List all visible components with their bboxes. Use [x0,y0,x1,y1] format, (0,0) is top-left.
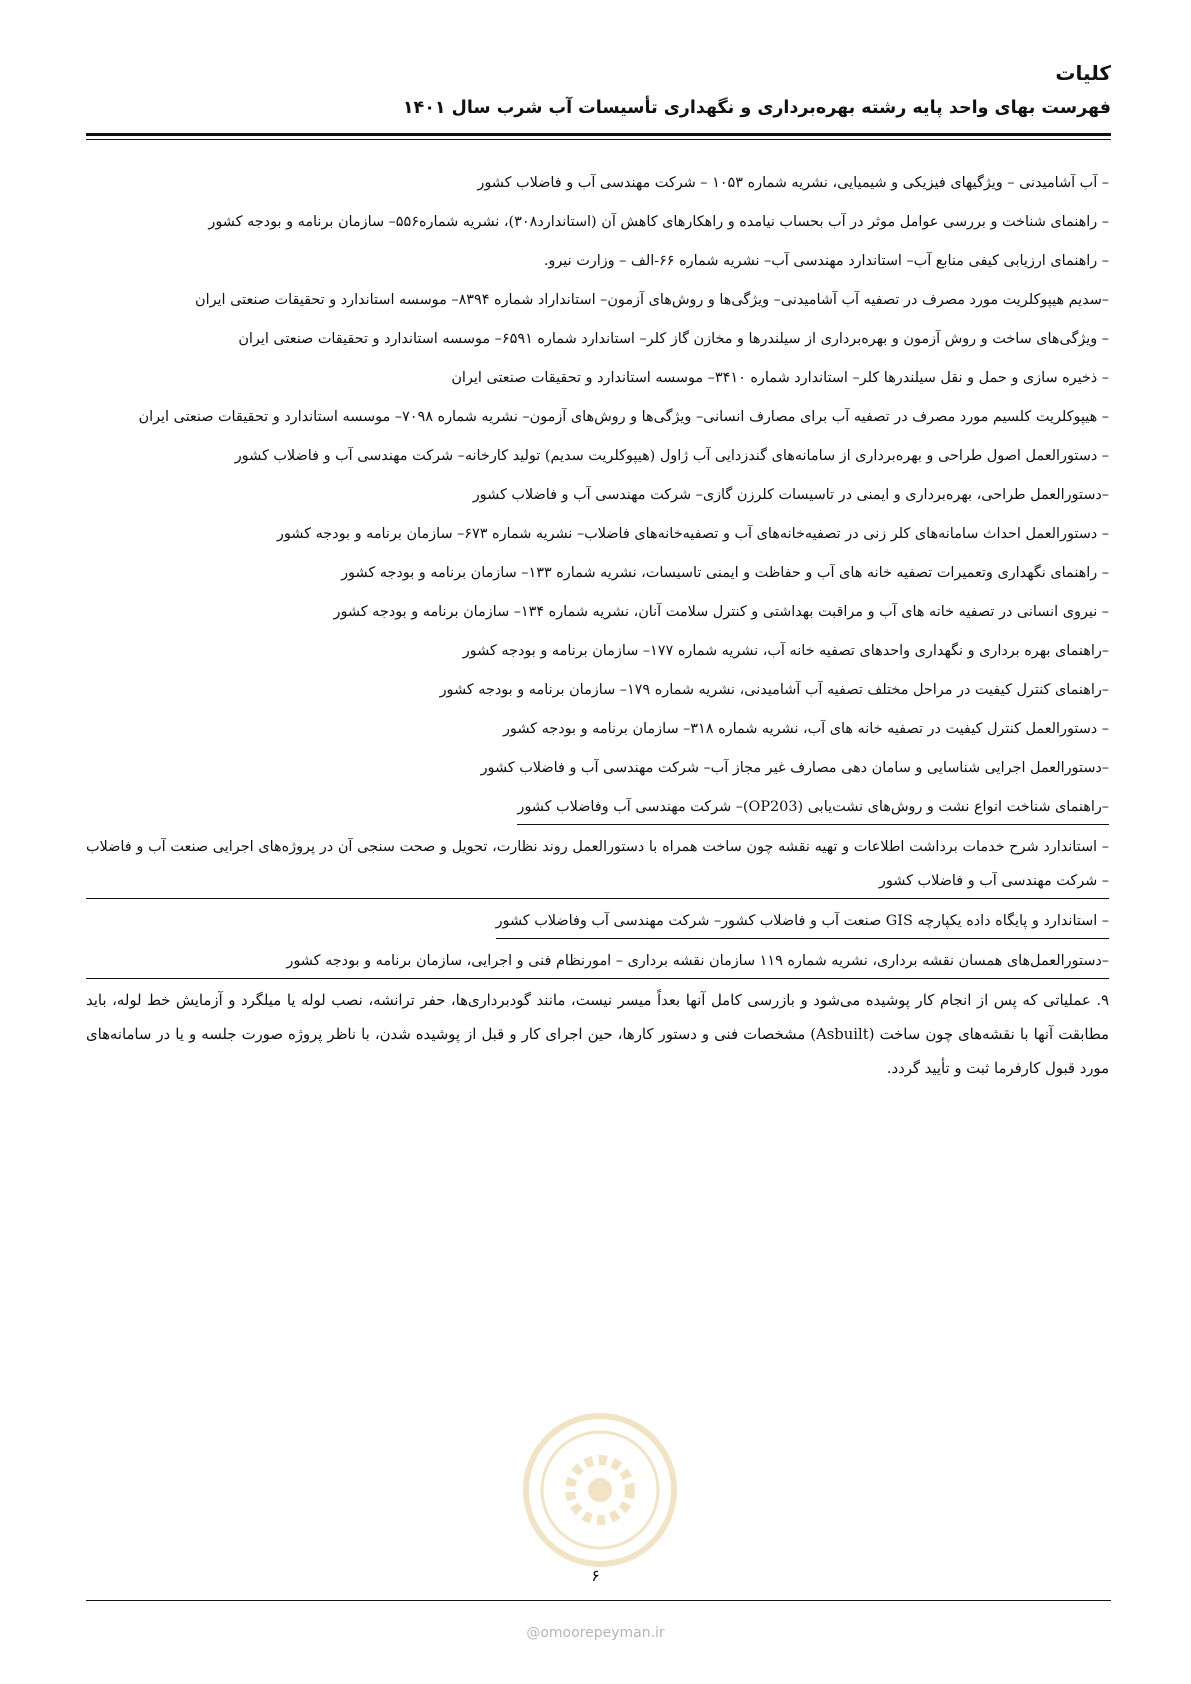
reference-item-underlined: –دستورالعمل‌های همسان نقشه برداری، نشریه شماره ۱۱۹ سازمان نقشه برداری – امورنظام فنی و اجرایی، سازمان برنامه و بودجه کشور [86,944,1109,979]
reference-item: – دستورالعمل اصول طراحی و بهره‌برداری از سامانه‌های گندزدایی آب ژاول (هیپوکلریت سدیم) تولید کارخانه– شرکت مهندسی آب و فاضلاب کشور [234,448,1109,464]
reference-item: – راهنمای نگهداری وتعمیرات تصفیه خانه های آب و حفاظت و ایمنی تاسیسات، نشریه شماره ۱۳۳– سازمان برنامه و بودجه کشور [341,565,1109,581]
reference-item: – راهنمای ارزیابی کیفی منابع آب– استاندارد مهندسی آب– نشریه شماره ۶۶-الف – وزارت نیرو. [543,253,1109,269]
reference-item: –سدیم هیپوکلریت مورد مصرف در تصفیه آب آشامیدنی– ویژگی‌ها و روش‌های آزمون– استانداراد شماره ۸۳۹۴– موسسه استاندارد و تحقیقات صنعتی ایران [195,292,1109,308]
reference-item: – دستورالعمل احداث سامانه‌های کلر زنی در تصفیه‌خانه‌های آب و تصفیه‌خانه‌های فاضلاب– نشریه شماره ۶۷۳– سازمان برنامه و بودجه کشور [276,526,1109,542]
reference-list [86,166,1109,1086]
page-header [86,58,1111,125]
page-number: ۶ [591,1566,600,1585]
section-title: کلیات [1055,61,1111,85]
reference-item: – نیروی انسانی در تصفیه خانه های آب و مراقبت بهداشتی و کنترل سلامت آنان، نشریه شماره ۱۳۴– سازمان برنامه و بودجه کشور [333,604,1109,620]
footer-rule [86,1600,1111,1601]
reference-item: – هیپوکلریت کلسیم مورد مصرف در تصفیه آب برای مصارف انسانی– ویژگی‌ها و روش‌های آزمون– نشریه شماره ۷۰۹۸– موسسه استاندارد و تحقیقات صنعتی ایران [138,409,1109,425]
reference-item: – ذخیره سازی و حمل و نقل سیلندرها کلر– استاندارد شماره ۳۴۱۰– موسسه استاندارد و تحقیقات صنعتی ایران [451,370,1109,386]
header-rule-thin [86,139,1111,140]
seal-watermark-icon [520,1410,680,1570]
reference-item: –دستورالعمل اجرایی شناسایی و سامان دهی مصارف غیر مجاز آب– شرکت مهندسی آب و فاضلاب کشور [480,760,1109,776]
reference-item-underlined: – استاندارد و پایگاه داده یکپارچه GIS صنعت آب و فاضلاب کشور– شرکت مهندسی آب وفاضلاب کشور [496,904,1109,939]
reference-item: –راهنمای کنترل کیفیت در مراحل مختلف تصفیه آب آشامیدنی، نشریه شماره ۱۷۹– سازمان برنامه و بودجه کشور [439,682,1109,698]
reference-item: – دستورالعمل کنترل کیفیت در تصفیه خانه های آب، نشریه شماره ۳۱۸– سازمان برنامه و بودجه کشور [502,721,1109,737]
reference-item: – ویژگی‌های ساخت و روش آزمون و بهره‌برداری از سیلندرها و مخازن گاز کلر– استاندارد شماره ۶۵۹۱– موسسه استاندارد و تحقیقات صنعتی ایران [238,331,1109,347]
numbered-paragraph: ۹. عملیاتی که پس از انجام کار پوشیده می‌شود و بازرسی کامل آنها بعداً میسر نیست، مانند گودبرداری‌ها، حفر ترانشه، نصب لوله یا میلگرد و آزمایش خط لوله، باید مطابقت آنها با نقشه‌های چون ساخت (Asbuilt) مشخصات فنی و دستور کارها، حین اجرای کار و قبل از پوشیده شدن، با ناظر پروژه صورت جلسه و یا در سامانه‌های مورد قبول کارفرما ثبت و تأیید گردد. [86,992,1109,1077]
reference-item: – راهنمای شناخت و بررسی عوامل موثر در آب بحساب نیامده و راهکارهای کاهش آن (استاندارد۳۰۸)، نشریه شماره۵۵۶– سازمان برنامه و بودجه کشور [208,214,1109,230]
reference-item-underlined: – استاندارد شرح خدمات برداشت اطلاعات و تهیه نقشه چون ساخت همراه با دستورالعمل روند نظارت، تحویل و صحت سنجی آن در پروژه‌های اجرایی صنعت آب و فاضلاب – شرکت مهندسی آب و فاضلاب کشور [86,830,1109,899]
reference-item: – آب آشامیدنی – ویژگیهای فیزیکی و شیمیایی، نشریه شماره ۱۰۵۳ – شرکت مهندسی آب و فاضلاب کشور [477,175,1109,191]
header-rule-thick [86,133,1111,136]
reference-item: –راهنمای بهره برداری و نگهداری واحدهای تصفیه خانه آب، نشریه شماره ۱۷۷– سازمان برنامه و بودجه کشور [462,643,1109,659]
watermark-text: @omoorepeyman.ir [526,1625,665,1641]
reference-item: –دستورالعمل طراحی، بهره‌برداری و ایمنی در تاسیسات کلرزن گازی– شرکت مهندسی آب و فاضلاب کشور [472,487,1109,503]
reference-item-underlined: –راهنمای شناخت انواع نشت و روش‌های نشت‌یابی (OP203)– شرکت مهندسی آب وفاضلاب کشور [517,790,1109,825]
document-title: فهرست بهای واحد پایه رشته بهره‌برداری و نگهداری تأسیسات آب شرب سال ۱۴۰۱ [402,98,1111,118]
